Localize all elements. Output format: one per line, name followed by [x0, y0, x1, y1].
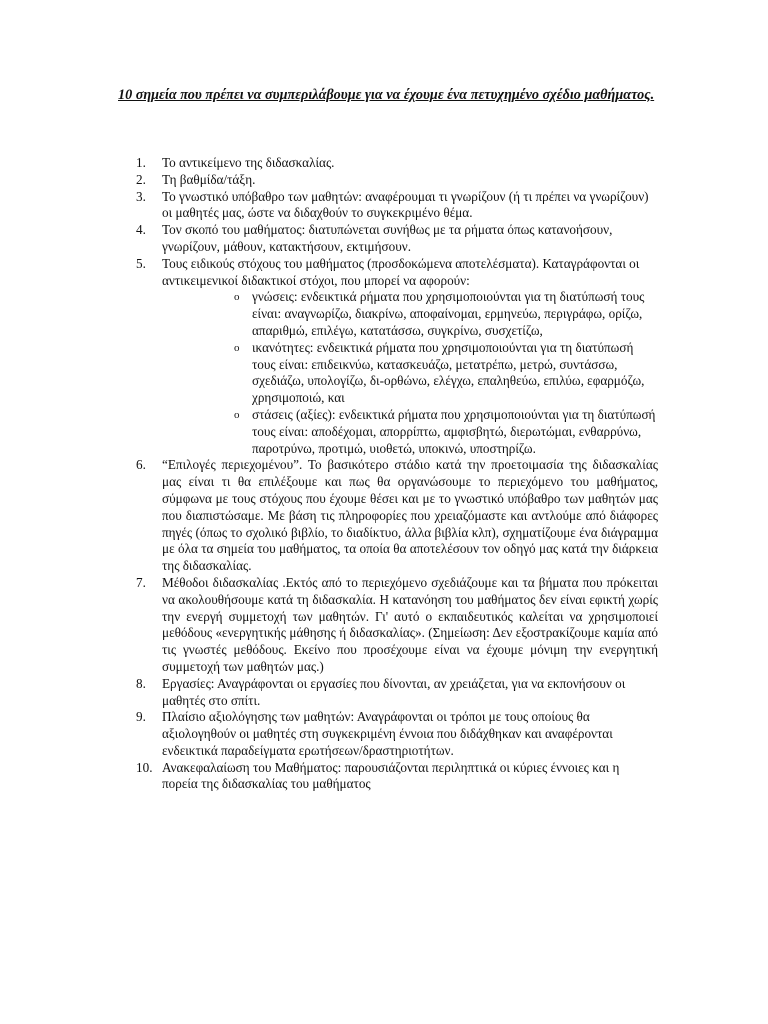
item-text: Το γνωστικό υπόβαθρο των μαθητών: αναφέρουμαι τι γνωρίζουν (ή τι πρέπει να γνωρίζουν) οι μαθητές μας, ώστε να διδαχθούν το συγκεκριμένο θέμα.: [162, 188, 649, 221]
list-item: [118, 760, 658, 794]
circle-bullet-icon: o: [234, 291, 240, 304]
list-item: [118, 172, 658, 189]
list-item: [118, 189, 658, 223]
list-item: [118, 222, 658, 256]
item-text: Πλαίσιο αξιολόγησης των μαθητών: Αναγράφονται οι τρόποι με τους οποίους θα αξιολογηθούν οι μαθητές στη συγκεκριμένη έννοια που διδάχθηκαν και αναφέρονται ενδεικτικά παραδείγματα ερωτήσεων/δραστηριοτήτων.: [162, 709, 613, 758]
item-text: Τους ειδικούς στόχους του μαθήματος (προσδοκώμενα αποτελέσματα). Καταγράφονται οι αντικειμενικοί διδακτικοί στόχοι, που μπορεί να αφορούν:: [162, 255, 640, 288]
numbered-list: [118, 155, 658, 793]
item-number: 5.: [136, 255, 146, 271]
item-number: 3.: [136, 188, 146, 204]
item-text: Μέθοδοι διδασκαλίας .Εκτός από το περιεχόμενο σχεδιάζουμε και τα βήματα που πρόκειται να ακολουθήσουμε κατά τη διδασκαλία. Η κατανόηση του μαθήματος δεν είναι εφικτή χωρίς την ενεργή συμμετοχή των μαθητών. Γι' αυτό ο εκπαιδευτικός καλείται να χρησιμοποιεί μεθόδους «ενεργητικής μάθησης ή διδασκαλίας». (Σημείωση: Δεν εξοστρακίζουμε καμία από τις γνωστές μεθόδους. Εκείνο που προσέχουμε είναι να έχουμε μόνιμη την ενεργητική συμμετοχή των μαθητών μας.): [162, 574, 658, 674]
sub-list-item: [162, 340, 658, 407]
circle-bullet-icon: o: [234, 341, 240, 354]
item-number: 2.: [136, 171, 146, 187]
sub-list-item: [162, 289, 658, 339]
item-text: Το αντικείμενο της διδασκαλίας.: [162, 155, 335, 170]
item-text: “Επιλογές περιεχομένου”. Το βασικότερο στάδιο κατά την προετοιμασία της διδασκαλίας μας είναι τι θα επιλέξουμε και πως θα οργανώσουμε το περιεχόμενο του μαθήματος, σύμφωνα με τους στόχους που έχουμε θέσει και με το γνωστικό υπόβαθρο των μαθητών μας που διαπιστώσαμε. Με βάση τις πληροφορίες που χρειαζόμαστε και αντλούμε από διάφορες πηγές (όπως το σχολικό βιβλίο, το διαδίκτυο, άλλα βιβλία κλπ), σχηματίζουμε ένα διάγραμμα με όλα τα σημεία του μαθήματος, τα οποία θα αποτελέσουν τον οδηγό μας κατά την διάρκεια της διδασκαλίας.: [162, 457, 658, 574]
sub-list: [162, 289, 658, 457]
list-item: [118, 575, 658, 676]
list-item: [118, 457, 658, 575]
item-text: Τον σκοπό του μαθήματος: διατυπώνεται συνήθως με τα ρήματα όπως κατανοήσουν, γνωρίζουν, μάθουν, κατακτήσουν, εκτιμήσουν.: [162, 222, 613, 254]
list-item: [118, 256, 658, 458]
sub-item-text: γνώσεις: ενδεικτικά ρήματα που χρησιμοποιούνται για τη διατύπωσή τους είναι: αναγνωρίζω, διακρίνω, αποφαίνομαι, ερμηνεύω, περιγράφω, ορίζω, απαριθμώ, επιλέγω, κατατάσσω, συγκρίνω, συσχετίζω,: [252, 289, 645, 338]
list-item: [118, 709, 658, 759]
item-text: Ανακεφαλαίωση του Μαθήματος: παρουσιάζονται περιληπτικά οι κύριες έννοιες και η πορεία της διδασκαλίας του μαθήματος: [162, 759, 620, 792]
sub-item-text: ικανότητες: ενδεικτικά ρήματα που χρησιμοποιούνται για τη διατύπωσή τους είναι: επιδεικνύω, κατασκευάζω, μετατρέπω, μετρώ, συντάσσω, σχεδιάζω, υπολογίζω, δι-ορθώνω, ελέγχω, επαληθεύω, επιλύω, εφαρμόζω, χρησιμοποιώ, και: [252, 339, 645, 406]
item-number: 10.: [136, 759, 153, 775]
item-number: 9.: [136, 709, 146, 725]
item-number: 6.: [136, 457, 146, 473]
sub-list-item: [162, 407, 658, 457]
circle-bullet-icon: o: [234, 408, 240, 421]
item-number: 7.: [136, 574, 146, 590]
item-text: Τη βαθμίδα/τάξη.: [162, 171, 256, 187]
item-text: Εργασίες: Αναγράφονται οι εργασίες που δίνονται, αν χρειάζεται, για να εκπονήσουν οι μαθητές στο σπίτι.: [162, 675, 626, 708]
sub-item-text: στάσεις (αξίες): ενδεικτικά ρήματα που χρησιμοποιούνται για τη διατύπωσή τους είναι: αποδέχομαι, απορρίπτω, αμφισβητώ, διερωτώμαι, ενθαρρύνω, παροτρύνω, προτιμώ, υιοθετώ, υποκινώ, υποστηρίζω.: [252, 406, 656, 456]
list-item: [118, 676, 658, 710]
list-item: [118, 155, 658, 172]
item-number: 4.: [136, 222, 146, 238]
item-number: 1.: [136, 155, 146, 170]
item-number: 8.: [136, 675, 146, 691]
document-title: 10 σημεία που πρέπει να συμπεριλάβουμε για να έχουμε ένα πετυχημένο σχέδιο μαθήματος.: [118, 87, 655, 103]
